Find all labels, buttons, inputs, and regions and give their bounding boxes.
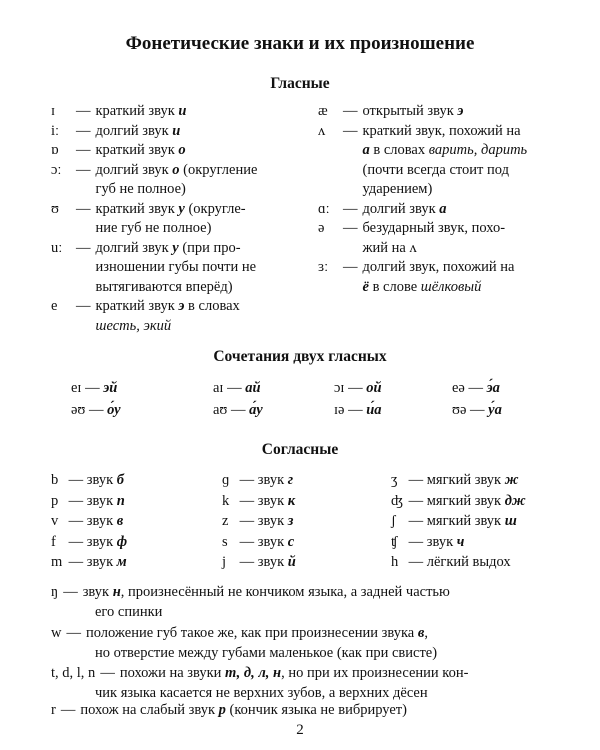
consonant-description: звук [257,554,288,570]
dash: — [343,122,358,139]
emphasis-letter: о [178,142,186,158]
text-segment: (почти всегда стоит под [362,161,509,178]
phonetic-symbol: uː [51,239,63,256]
text-segment: безударный звук, похо- [362,220,506,236]
dash: — [63,584,78,600]
phonetic-symbol: ŋ [51,584,59,600]
text-segment: изношении губы почти не [95,259,257,275]
consonant-item [51,512,123,532]
russian-equivalent: о́у [107,402,121,418]
description-line [363,122,559,142]
text-segment: , произнесённый не кончиком языка, а задней частью [120,584,450,600]
description-line [363,239,559,259]
text-segment: долгий звук [95,161,173,178]
vowel-description [96,161,297,200]
vowels-right-column [318,102,558,297]
dash: — [405,533,427,550]
consonant-item [391,512,517,532]
text-segment: краткий звук [95,103,179,119]
text-segment: краткий звук [95,298,179,314]
note-continuation-line [51,603,561,623]
emphasis-letter: и [172,122,181,139]
consonant-description: звук [257,492,288,509]
diphthong-item [334,401,382,421]
page-title: Фонетические знаки и их произношение [125,33,475,54]
vowel-entry [318,219,558,258]
consonant-item [51,471,124,491]
example-word: шесть, экий [95,317,172,334]
text-segment: , [424,625,428,641]
phonetic-symbol: ɪ [51,103,56,119]
dash: — [76,122,91,139]
vowel-entry [51,297,296,336]
dash: — [65,533,87,550]
dash: — [405,472,427,488]
description-line [96,219,297,239]
description-line [96,317,297,337]
phonetic-symbol: v [51,513,59,529]
phonetic-symbol: eə [452,380,465,396]
dash: — [236,472,258,488]
russian-equivalent: у́а [488,402,502,418]
russian-equivalent: эй [103,380,118,396]
note-text [80,701,561,721]
russian-equivalent: к [287,492,296,509]
dash: — [76,142,91,158]
phonetic-symbol: ɪə [334,402,345,418]
text-segment: краткий звук, похожий на [362,122,521,139]
consonant-item [391,492,526,512]
text-segment: его спинки [95,603,163,620]
dash: — [223,380,246,396]
dash: — [81,380,104,396]
consonant-description: звук [86,554,117,570]
dash: — [343,220,358,236]
phonetic-symbol: h [391,554,399,570]
dash: — [60,702,76,718]
vowel-entry [318,122,558,200]
dash: — [227,402,250,418]
text-segment: краткий звук [95,200,179,217]
consonants-heading: Согласные [261,441,339,458]
dash: — [344,380,367,396]
vowel-entry [318,258,558,297]
consonant-description: звук [86,492,117,509]
note-text [83,583,561,603]
dash: — [65,492,87,509]
vowels-heading: Гласные [270,75,330,92]
russian-equivalent: ш [504,513,517,529]
dash: — [85,402,108,418]
emphasis-letter: ё [362,278,369,295]
consonant-description: звук [257,472,288,488]
dash: — [466,402,489,418]
text-segment: чик языка касается не верхних зубов, а верхних дёсен [95,684,428,701]
consonant-note [51,624,561,663]
dash: — [236,554,258,570]
note-first-line [51,624,561,644]
example-word: шёлковый [420,278,482,295]
russian-equivalent: ой [366,380,382,396]
phonetic-symbol: k [222,492,230,509]
consonant-item [222,471,293,491]
note-first-line [51,664,561,684]
emphasis-letter: т, д, л, н [225,665,282,681]
consonant-description: звук [86,513,117,529]
emphasis-letter: р [218,702,226,718]
phonetic-symbol: ʤ [391,492,404,509]
phonetic-symbol: r [51,702,56,718]
emphasis-letter: э [178,298,185,314]
phonetic-symbol: ʌ [318,122,326,139]
phonetic-symbol: ə [318,220,325,236]
description-line [96,278,297,298]
dash: — [405,513,427,529]
dash: — [65,554,87,570]
russian-equivalent: дж [504,492,526,509]
russian-equivalent: ай [245,380,261,396]
text-segment: долгий звук [95,239,173,256]
vowel-entry [51,102,296,122]
emphasis-letter: у [178,200,185,217]
consonant-note [51,701,561,721]
vowel-entry [51,141,296,161]
emphasis-letter: а [439,200,447,217]
russian-equivalent: и́а [366,402,382,418]
page-number: 2 [296,722,304,738]
vowel-entry [51,200,296,239]
text-segment: долгий звук [362,200,440,217]
diphthong-item [213,401,263,421]
phonetic-symbol: e [51,298,58,314]
description-line [363,180,559,200]
vowel-entry [51,161,296,200]
text-segment: (при про- [178,239,241,256]
vowel-description [96,102,297,122]
description-line [96,161,297,181]
vowel-entry [51,122,296,142]
phonetic-symbol: p [51,492,59,509]
vowel-description [363,258,559,297]
diphthong-item [452,379,500,399]
description-line [363,200,559,220]
russian-equivalent: г [287,472,294,488]
description-line [96,258,297,278]
russian-equivalent: ф [116,533,128,550]
phonetic-symbol: ʊ [51,200,59,217]
dash: — [65,472,87,488]
text-segment: открытый звук [362,103,458,119]
consonant-item [51,533,127,553]
description-line [96,122,297,142]
diphthongs-heading: Сочетания двух гласных [213,348,387,365]
text-segment: (кончик языка не вибрирует) [225,702,407,718]
text-segment: (округление [179,161,258,178]
phonetic-symbol: z [222,513,229,529]
russian-equivalent: п [116,492,125,509]
russian-equivalent: м [116,554,127,570]
text-segment: звук [82,584,113,600]
consonant-item [391,471,519,491]
phonetic-symbol: iː [51,122,60,139]
phonetic-symbol: ʒ [391,472,398,488]
diphthong-item [334,379,382,399]
consonant-item [391,553,511,573]
vowel-description [363,122,559,200]
dash: — [405,554,427,570]
text-segment: губ не полное) [95,181,186,197]
phonetic-symbol: əʊ [71,402,86,418]
consonant-description: звук [426,533,457,550]
consonant-item [222,533,294,553]
description-line [363,258,559,278]
phonetic-symbol: s [222,533,228,550]
text-segment: ние губ не полное) [95,220,212,236]
description-line [96,102,297,122]
dash: — [343,103,358,119]
phonetic-symbol: ɡ [222,472,230,488]
dash: — [236,492,258,509]
phonetic-symbol: ʊə [452,402,467,418]
description-line [96,180,297,200]
text-segment: похож на слабый звук [80,702,219,718]
russian-equivalent: з [287,513,294,529]
description-line [363,219,559,239]
vowel-entry [318,102,558,122]
text-segment: долгий звук, похожий на [362,259,515,275]
dash: — [76,239,91,256]
vowel-description [363,200,559,220]
phonetic-symbol: aʊ [213,402,228,418]
diphthong-item [71,379,117,399]
text-segment: долгий звук [95,122,173,139]
text-segment: положение губ такое же, как при произнесении звука [85,625,418,641]
phonetic-symbol: m [51,554,63,570]
dash: — [405,492,427,509]
description-line [96,141,297,161]
dash: — [65,513,87,529]
text-segment: в слове [368,278,421,295]
emphasis-letter: о [172,161,180,178]
phonetic-symbol: ʃ [391,513,396,529]
note-first-line [51,701,561,721]
emphasis-letter: у [172,239,179,256]
russian-equivalent: э́а [486,380,500,396]
text-segment: жий на ʌ [362,239,417,256]
consonant-description: звук [257,533,288,550]
consonant-note [51,664,561,703]
consonant-item [222,492,295,512]
consonant-item [222,553,296,573]
russian-equivalent: в [116,513,124,529]
vowel-description [96,239,297,298]
phonetic-symbol: f [51,533,56,550]
consonant-description: мягкий звук [426,472,505,488]
example-word: варить, дарить [428,142,528,158]
text-segment: , но при их произнесении кон- [281,665,469,681]
text-segment: ударением) [362,181,433,197]
note-text [120,664,561,684]
description-line [96,200,297,220]
vowel-description [96,141,297,161]
text-segment: в словах [369,142,429,158]
consonant-item [51,553,127,573]
note-continuation-line [51,644,561,664]
consonant-description: звук [86,533,117,550]
phonetic-symbol: ɑː [318,200,330,217]
dash: — [343,259,358,275]
phonetic-symbol: j [222,554,227,570]
russian-equivalent: ж [504,472,519,488]
dash: — [236,513,258,529]
russian-equivalent: ч [456,533,465,550]
text-segment: (округле- [184,200,246,217]
phonetic-symbol: w [51,625,62,641]
vowel-description [96,200,297,239]
dash: — [100,665,115,681]
consonant-description: мягкий звук [426,492,505,509]
emphasis-letter: н [112,584,121,600]
phonetic-symbol: ɜː [318,259,329,275]
phonetic-symbol: b [51,472,59,488]
phonetic-symbol: ɔɪ [334,380,345,396]
description-line [363,102,559,122]
russian-equivalent: с [287,533,295,550]
russian-equivalent: б [116,472,124,488]
vowel-entry [318,200,558,220]
dash: — [76,200,91,217]
dash: — [464,380,487,396]
phonetic-symbol: aɪ [213,380,224,396]
text-segment: вытягиваются вперёд) [95,278,233,295]
description-line [96,297,297,317]
russian-equivalent: й [287,554,296,570]
consonant-description: звук [257,513,288,529]
vowel-description [96,297,297,336]
diphthong-item [452,401,502,421]
phonetic-symbol: ɔː [51,161,62,178]
description-line [363,278,559,298]
vowel-description [363,219,559,258]
consonant-description: мягкий звук [426,513,505,529]
text-segment: но отверстие между губами маленькое (как при свисте) [95,644,438,661]
description-line [363,141,559,161]
phonetic-symbol: eɪ [71,380,82,396]
consonant-description: лёгкий выдох [426,554,511,570]
emphasis-letter: и [178,103,187,119]
vowel-description [363,102,559,122]
diphthong-item [71,401,121,421]
text-segment: похожи на звуки [119,665,226,681]
vowel-entry [51,239,296,298]
dash: — [76,161,91,178]
dash: — [236,533,258,550]
emphasis-letter: а [362,142,370,158]
text-segment: краткий звук [95,142,179,158]
vowel-description [96,122,297,142]
emphasis-letter: в [417,625,425,641]
consonant-item [51,492,125,512]
vowels-left-column [51,102,296,336]
phonetic-symbol: æ [318,103,328,119]
diphthong-item [213,379,261,399]
russian-equivalent: а́у [249,402,263,418]
phonetic-symbol: t, d, l, n [51,665,96,681]
dash: — [66,625,81,641]
emphasis-letter: э [457,103,464,119]
note-text [86,624,561,644]
dash: — [343,200,358,217]
consonant-note [51,583,561,622]
note-first-line [51,583,561,603]
dash: — [76,103,91,119]
phonetic-symbol: ʧ [391,533,398,550]
text-segment: в словах [184,298,240,314]
consonant-item [391,533,464,553]
consonant-item [222,512,293,532]
description-line [363,161,559,181]
consonant-description: звук [86,472,117,488]
dash: — [344,402,367,418]
dash: — [76,298,91,314]
description-line [96,239,297,259]
phonetic-symbol: ɒ [51,142,59,158]
